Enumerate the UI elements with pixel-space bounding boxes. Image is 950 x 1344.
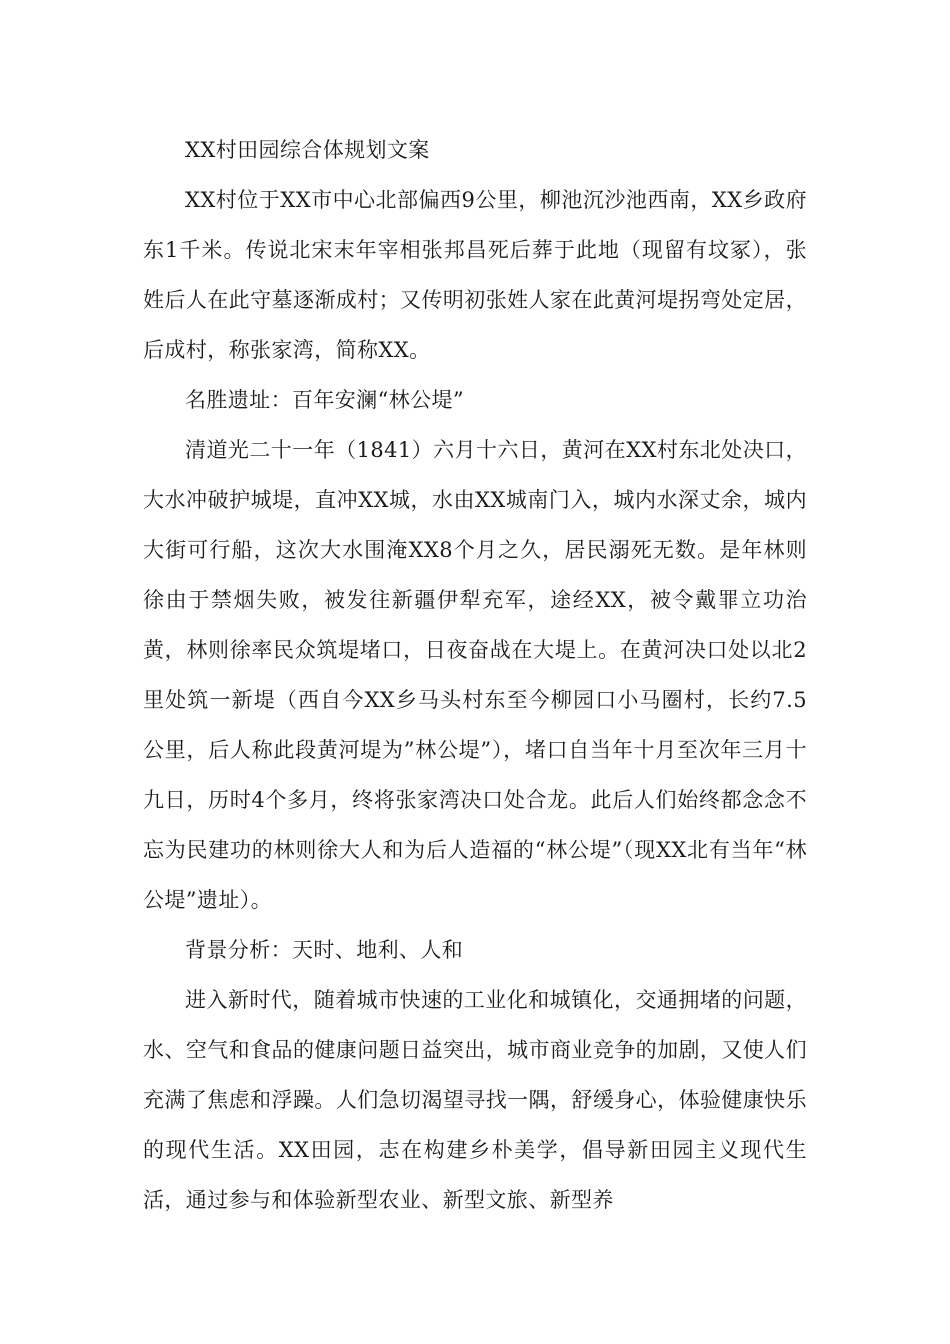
section-heading-landmark: 名胜遗址：百年安澜“林公堤”	[185, 388, 465, 412]
document-title: XX村田园综合体规划文案	[185, 138, 430, 162]
intro-paragraph: XX村位于XX市中心北部偏西9公里，柳池沉沙池西南，XX乡政府东1千米。传说北宋末年宰相张邦昌死后葬于此地（现留有坟冢），张姓后人在此守墓逐渐成村；又传明初张姓人家在此黄河堤拐弯处定居，后成村，称张家湾，简称XX。	[143, 188, 807, 362]
background-paragraph: 进入新时代，随着城市快速的工业化和城镇化，交通拥堵的问题，水、空气和食品的健康问题日益突出，城市商业竞争的加剧，又使人们充满了焦虑和浮躁。人们急切渴望寻找一隅，舒缓身心，体验健康快乐的现代生活。XX田园，志在构建乡朴美学，倡导新田园主义现代生活，通过参与和体验新型农业、新型文旅、新型养	[143, 988, 807, 1212]
section-heading-background: 背景分析：天时、地利、人和	[185, 938, 464, 962]
document-body	[143, 125, 807, 1225]
landmark-paragraph: 清道光二十一年（1841）六月十六日，黄河在XX村东北处决口，大水冲破护城堤，直冲XX城，水由XX城南门入，城内水深丈余，城内大街可行船，这次大水围淹XX8个月之久，居民溺死无数。是年林则徐由于禁烟失败，被发往新疆伊犁充军，途经XX，被令戴罪立功治黄，林则徐率民众筑堤堵口，日夜奋战在大堤上。在黄河决口处以北2里处筑一新堤（西自今XX乡马头村东至今柳园口小马圈村，长约7.5公里，后人称此段黄河堤为”林公堤”），堵口自当年十月至次年三月十九日，历时4个多月，终将张家湾决口处合龙。此后人们始终都念念不忘为民建功的林则徐大人和为后人造福的“林公堤”（现XX北有当年“林公堤”遗址）。	[143, 438, 807, 912]
